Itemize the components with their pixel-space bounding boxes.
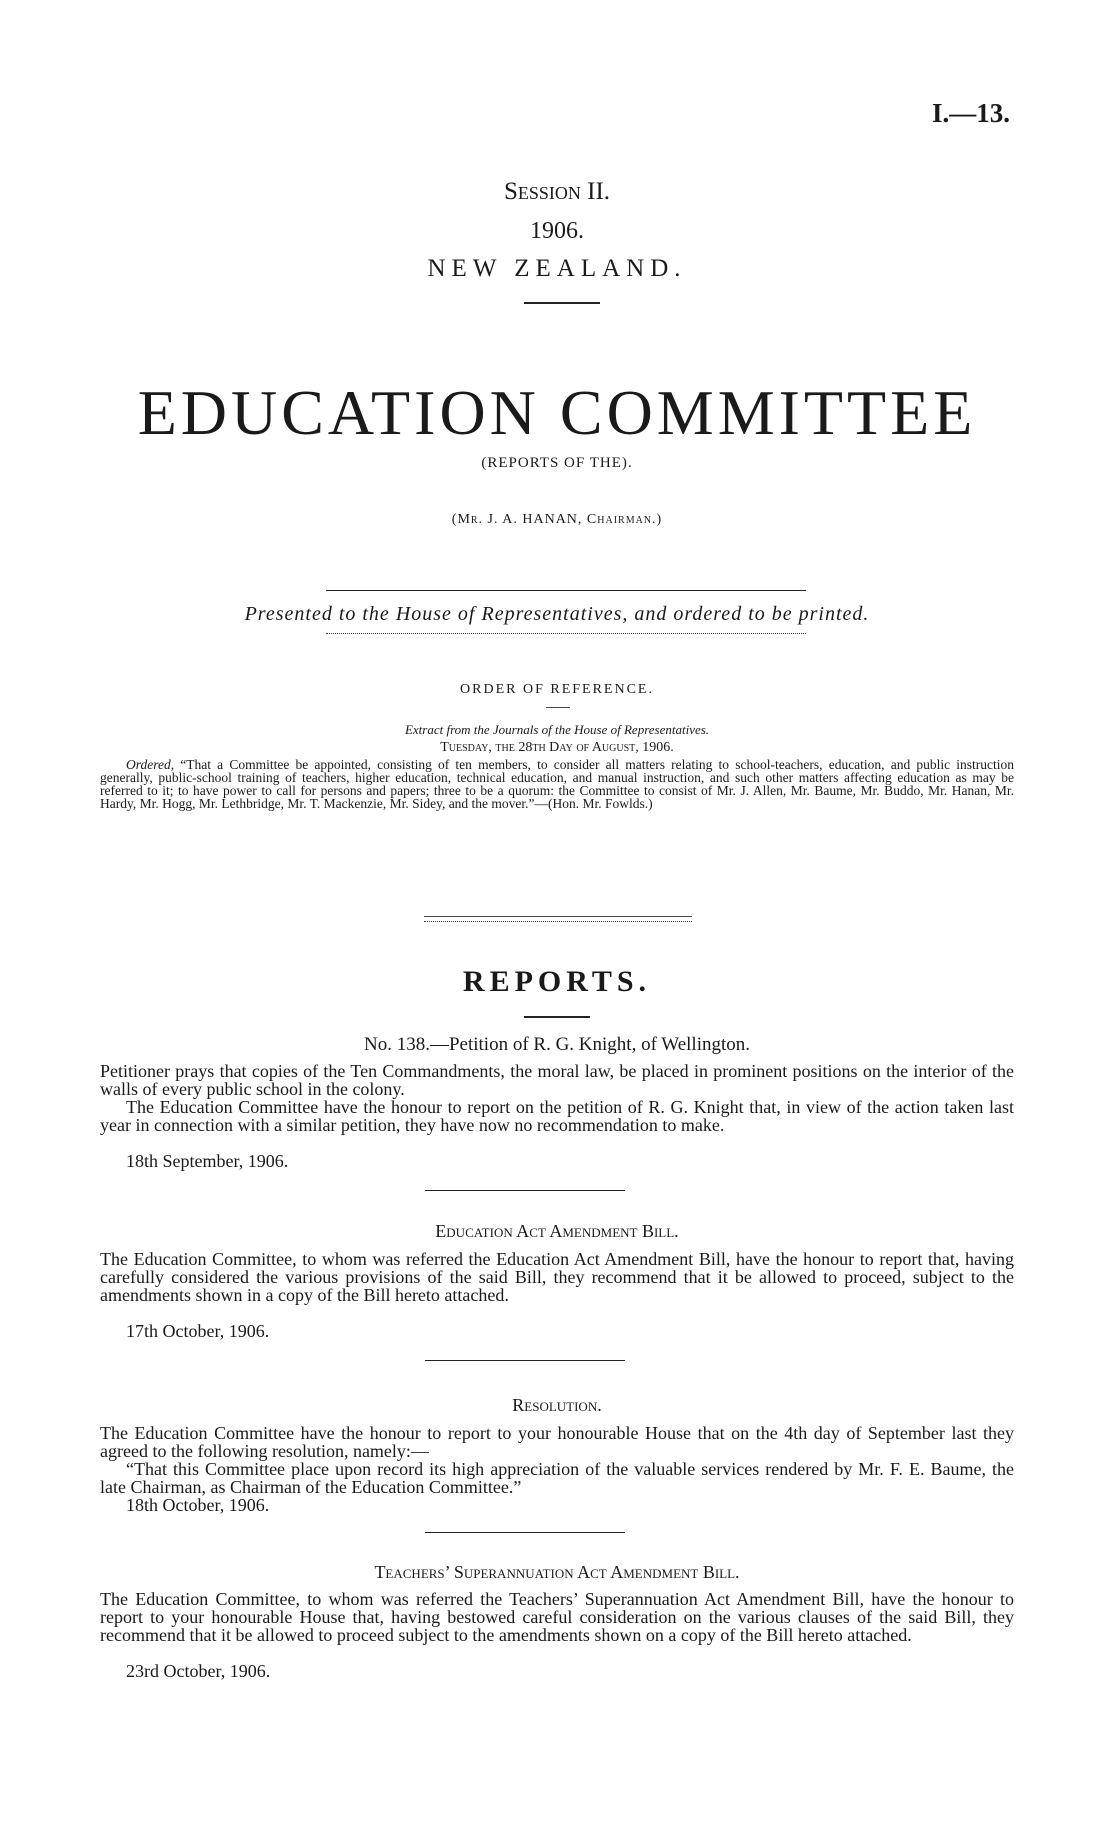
order-divider bbox=[546, 707, 570, 708]
report-date: 23rd October, 1906. bbox=[126, 1661, 271, 1681]
report-paragraph: The Education Committee have the honour to report on the petition of R. G. Knight that, in view of the action taken last year in connection with a similar petition, they have now no recommendation to make. bbox=[100, 1097, 1014, 1135]
report-heading: Education Act Amendment Bill. bbox=[435, 1221, 679, 1241]
report-heading: Resolution. bbox=[512, 1395, 602, 1415]
order-text bbox=[100, 758, 1014, 810]
report-paragraph: The Education Committee, to whom was referred the Education Act Amendment Bill, have the honour to report that, having carefully considered the various provisions of the said Bill, they recommend that it be allowed to proceed, subject to the amendments shown in a copy of the Bill hereto attached. bbox=[100, 1249, 1014, 1305]
chairman-line bbox=[0, 512, 1114, 528]
chairman-name: HANAN bbox=[522, 512, 578, 527]
journal-extract: Extract from the Journals of the House of Representatives. bbox=[404, 722, 710, 737]
ordered-label: Ordered, bbox=[126, 757, 175, 772]
report-heading: No. 138.—Petition of R. G. Knight, of Wellington. bbox=[363, 1034, 751, 1055]
chairman-suffix: , Chairman.) bbox=[577, 512, 663, 527]
session-label: Session II. bbox=[503, 178, 611, 205]
report-divider bbox=[425, 1360, 625, 1361]
header-divider bbox=[524, 302, 600, 304]
order-of-reference-heading: ORDER OF REFERENCE. bbox=[460, 682, 654, 697]
report-paragraph: “That this Committee place upon record its high appreciation of the valuable services rendered by Mr. F. E. Baume, the late Chairman, as Chairman of the Education Committee.” bbox=[100, 1459, 1014, 1497]
presented-divider bbox=[326, 590, 806, 591]
presented-line: Presented to the House of Representatives, and ordered to be printed. bbox=[244, 603, 870, 625]
report-paragraph: Petitioner prays that copies of the Ten Commandments, the moral law, be placed in prominent positions on the interior of the walls of every public school in the colony. bbox=[100, 1061, 1014, 1099]
chairman-prefix: (Mr. J. A. bbox=[451, 512, 523, 527]
document-subtitle: (REPORTS OF THE). bbox=[481, 455, 633, 471]
report-heading: Teachers’ Superannuation Act Amendment Bill. bbox=[374, 1562, 740, 1582]
document-title: EDUCATION COMMITTEE bbox=[137, 377, 977, 448]
report-paragraph: The Education Committee have the honour to report to your honourable House that on the 4th day of September last they agreed to the following resolution, namely:— bbox=[100, 1423, 1014, 1461]
presented-underline bbox=[326, 633, 806, 634]
report-divider bbox=[425, 1190, 625, 1191]
order-body: “That a Committee be appointed, consisting of ten members, to consider all matters relating to school-teachers, education, and public instruction generally, public-school training of teachers, higher education, technical education, and manual instruction, and such other matters affecting education as may be referred to it; to have power to call for persons and papers; three to be a quorum: the Committee to consist of Mr. J. Allen, Mr. Baume, Mr. Buddo, Mr. Hanan, Mr. Hardy, Mr. Hogg, Mr. Lethbridge, Mr. T. Mackenzie, Mr. Sidey, and the mover.”—(Hon. Mr. Fowlds.) bbox=[100, 757, 1014, 811]
report-date: 18th October, 1906. bbox=[126, 1495, 270, 1515]
country-label: NEW ZEALAND. bbox=[427, 255, 687, 282]
reports-divider bbox=[524, 1016, 590, 1018]
section-divider-top bbox=[424, 916, 692, 917]
report-date: 18th September, 1906. bbox=[126, 1151, 289, 1171]
report-divider bbox=[425, 1532, 625, 1533]
reports-heading: REPORTS. bbox=[462, 965, 652, 998]
order-date: Tuesday, the 28th Day of August, 1906. bbox=[440, 740, 674, 755]
report-paragraph: The Education Committee, to whom was referred the Teachers’ Superannuation Act Amendment Bill, have the honour to report to your honourable House that, having bestowed careful consideration on the various clauses of the said Bill, they recommend that it be allowed to proceed subject to the amendments shown on a copy of the Bill hereto attached. bbox=[100, 1589, 1014, 1645]
page-reference: I.—13. bbox=[931, 98, 1010, 128]
report-date: 17th October, 1906. bbox=[126, 1321, 270, 1341]
year-label: 1906. bbox=[530, 218, 584, 244]
section-divider-bottom bbox=[424, 921, 692, 922]
